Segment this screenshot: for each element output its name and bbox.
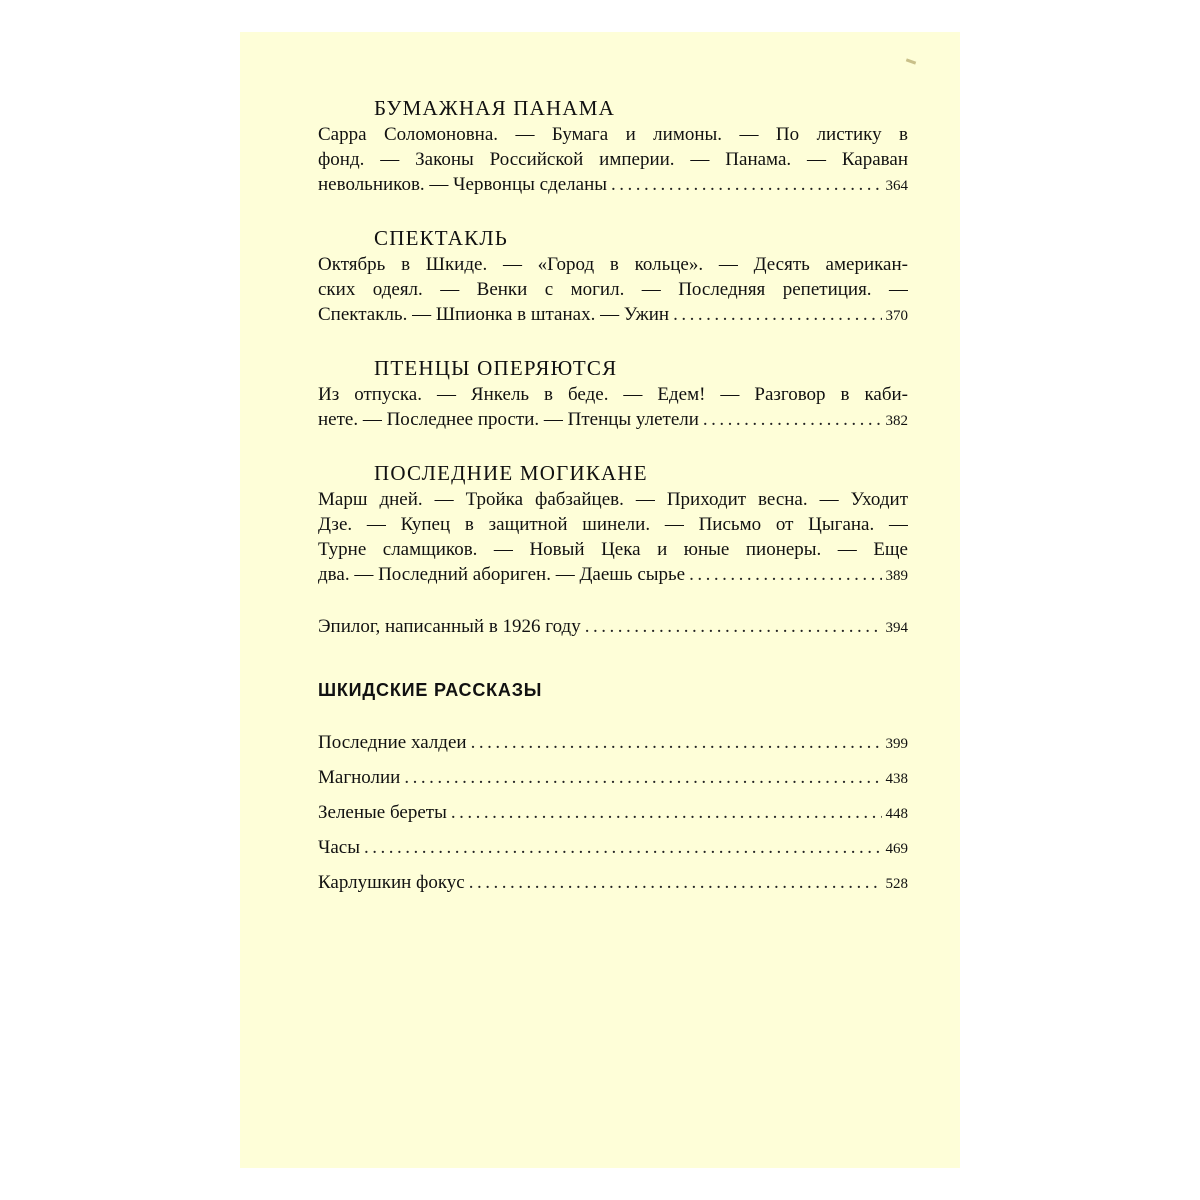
table-of-contents [318,94,908,905]
toc-section [318,224,908,329]
summary-line: Турне сламщиков. — Новый Цека и юные пионеры. — Еще [318,539,908,560]
dot-leader [585,614,882,639]
summary-line: Дзе. — Купец в защитной шинели. — Письмо от Цыгана. — [318,514,908,535]
summary-line: ских одеял. — Венки с могил. — Последняя репетиция. — [318,279,908,300]
section-summary [318,382,908,434]
section-title: ПОСЛЕДНИЕ МОГИКАНЕ [374,461,648,485]
summary-line-text: нете. — Последнее прости. — Птенцы улетели [318,409,699,430]
dot-leader [364,835,882,860]
book-page [240,32,960,1168]
entry-title: Часы [318,837,360,858]
dot-leader [471,730,882,755]
paper-fleck [906,58,916,64]
summary-line: Октябрь в Шкиде. — «Город в кольце». — Десять американ- [318,254,908,275]
summary-line: фонд. — Законы Российской империи. — Панама. — Караван [318,149,908,170]
toc-entry [318,870,908,897]
toc-section [318,354,908,434]
entry-title: Эпилог, написанный в 1926 году [318,616,581,637]
summary-last-line [318,562,908,589]
entry-title: Последние халдеи [318,732,467,753]
page-number: 469 [885,841,908,857]
section-title: ПТЕНЦЫ ОПЕРЯЮТСЯ [374,356,618,380]
dot-leader [451,800,882,825]
summary-last-line [318,407,908,434]
toc-entry-epilogue [318,614,908,641]
toc-entry [318,730,908,757]
page-number: 364 [885,178,908,194]
toc-section [318,94,908,199]
page-number: 399 [885,736,908,752]
dot-leader [673,302,881,327]
toc-entry [318,765,908,792]
summary-line: Из отпуска. — Янкель в беде. — Едем! — Разговор в каби- [318,384,908,405]
entry-title: Зеленые береты [318,802,447,823]
section-title: СПЕКТАКЛЬ [374,226,509,250]
dot-leader [611,172,881,197]
dot-leader [404,765,881,790]
entry-title: Магнолии [318,767,401,788]
page-number: 394 [885,620,908,636]
summary-line-text: невольников. — Червонцы сделаны [318,174,608,195]
page-number: 448 [885,806,908,822]
page-number: 370 [885,308,908,324]
summary-line-text: два. — Последний абориген. — Даешь сырье [318,564,686,585]
toc-section [318,459,908,589]
part-heading: ШКИДСКИЕ РАССКАЗЫ [318,680,543,700]
section-summary [318,487,908,589]
page-number: 382 [885,413,908,429]
dot-leader [689,562,881,587]
summary-last-line [318,302,908,329]
section-summary [318,122,908,199]
toc-entry [318,835,908,862]
summary-line-text: Спектакль. — Шпионка в штанах. — Ужин [318,304,670,325]
dot-leader [703,407,882,432]
page-number: 528 [885,876,908,892]
section-title: БУМАЖНАЯ ПАНАМА [374,96,615,120]
entry-title: Карлушкин фокус [318,872,465,893]
section-summary [318,252,908,329]
summary-line: Марш дней. — Тройка фабзайцев. — Приходит весна. — Уходит [318,489,908,510]
toc-entry [318,800,908,827]
dot-leader [469,870,882,895]
summary-line: Сарра Соломоновна. — Бумага и лимоны. — По листику в [318,124,908,145]
page-number: 438 [885,771,908,787]
summary-last-line [318,172,908,199]
page-number: 389 [885,568,908,584]
